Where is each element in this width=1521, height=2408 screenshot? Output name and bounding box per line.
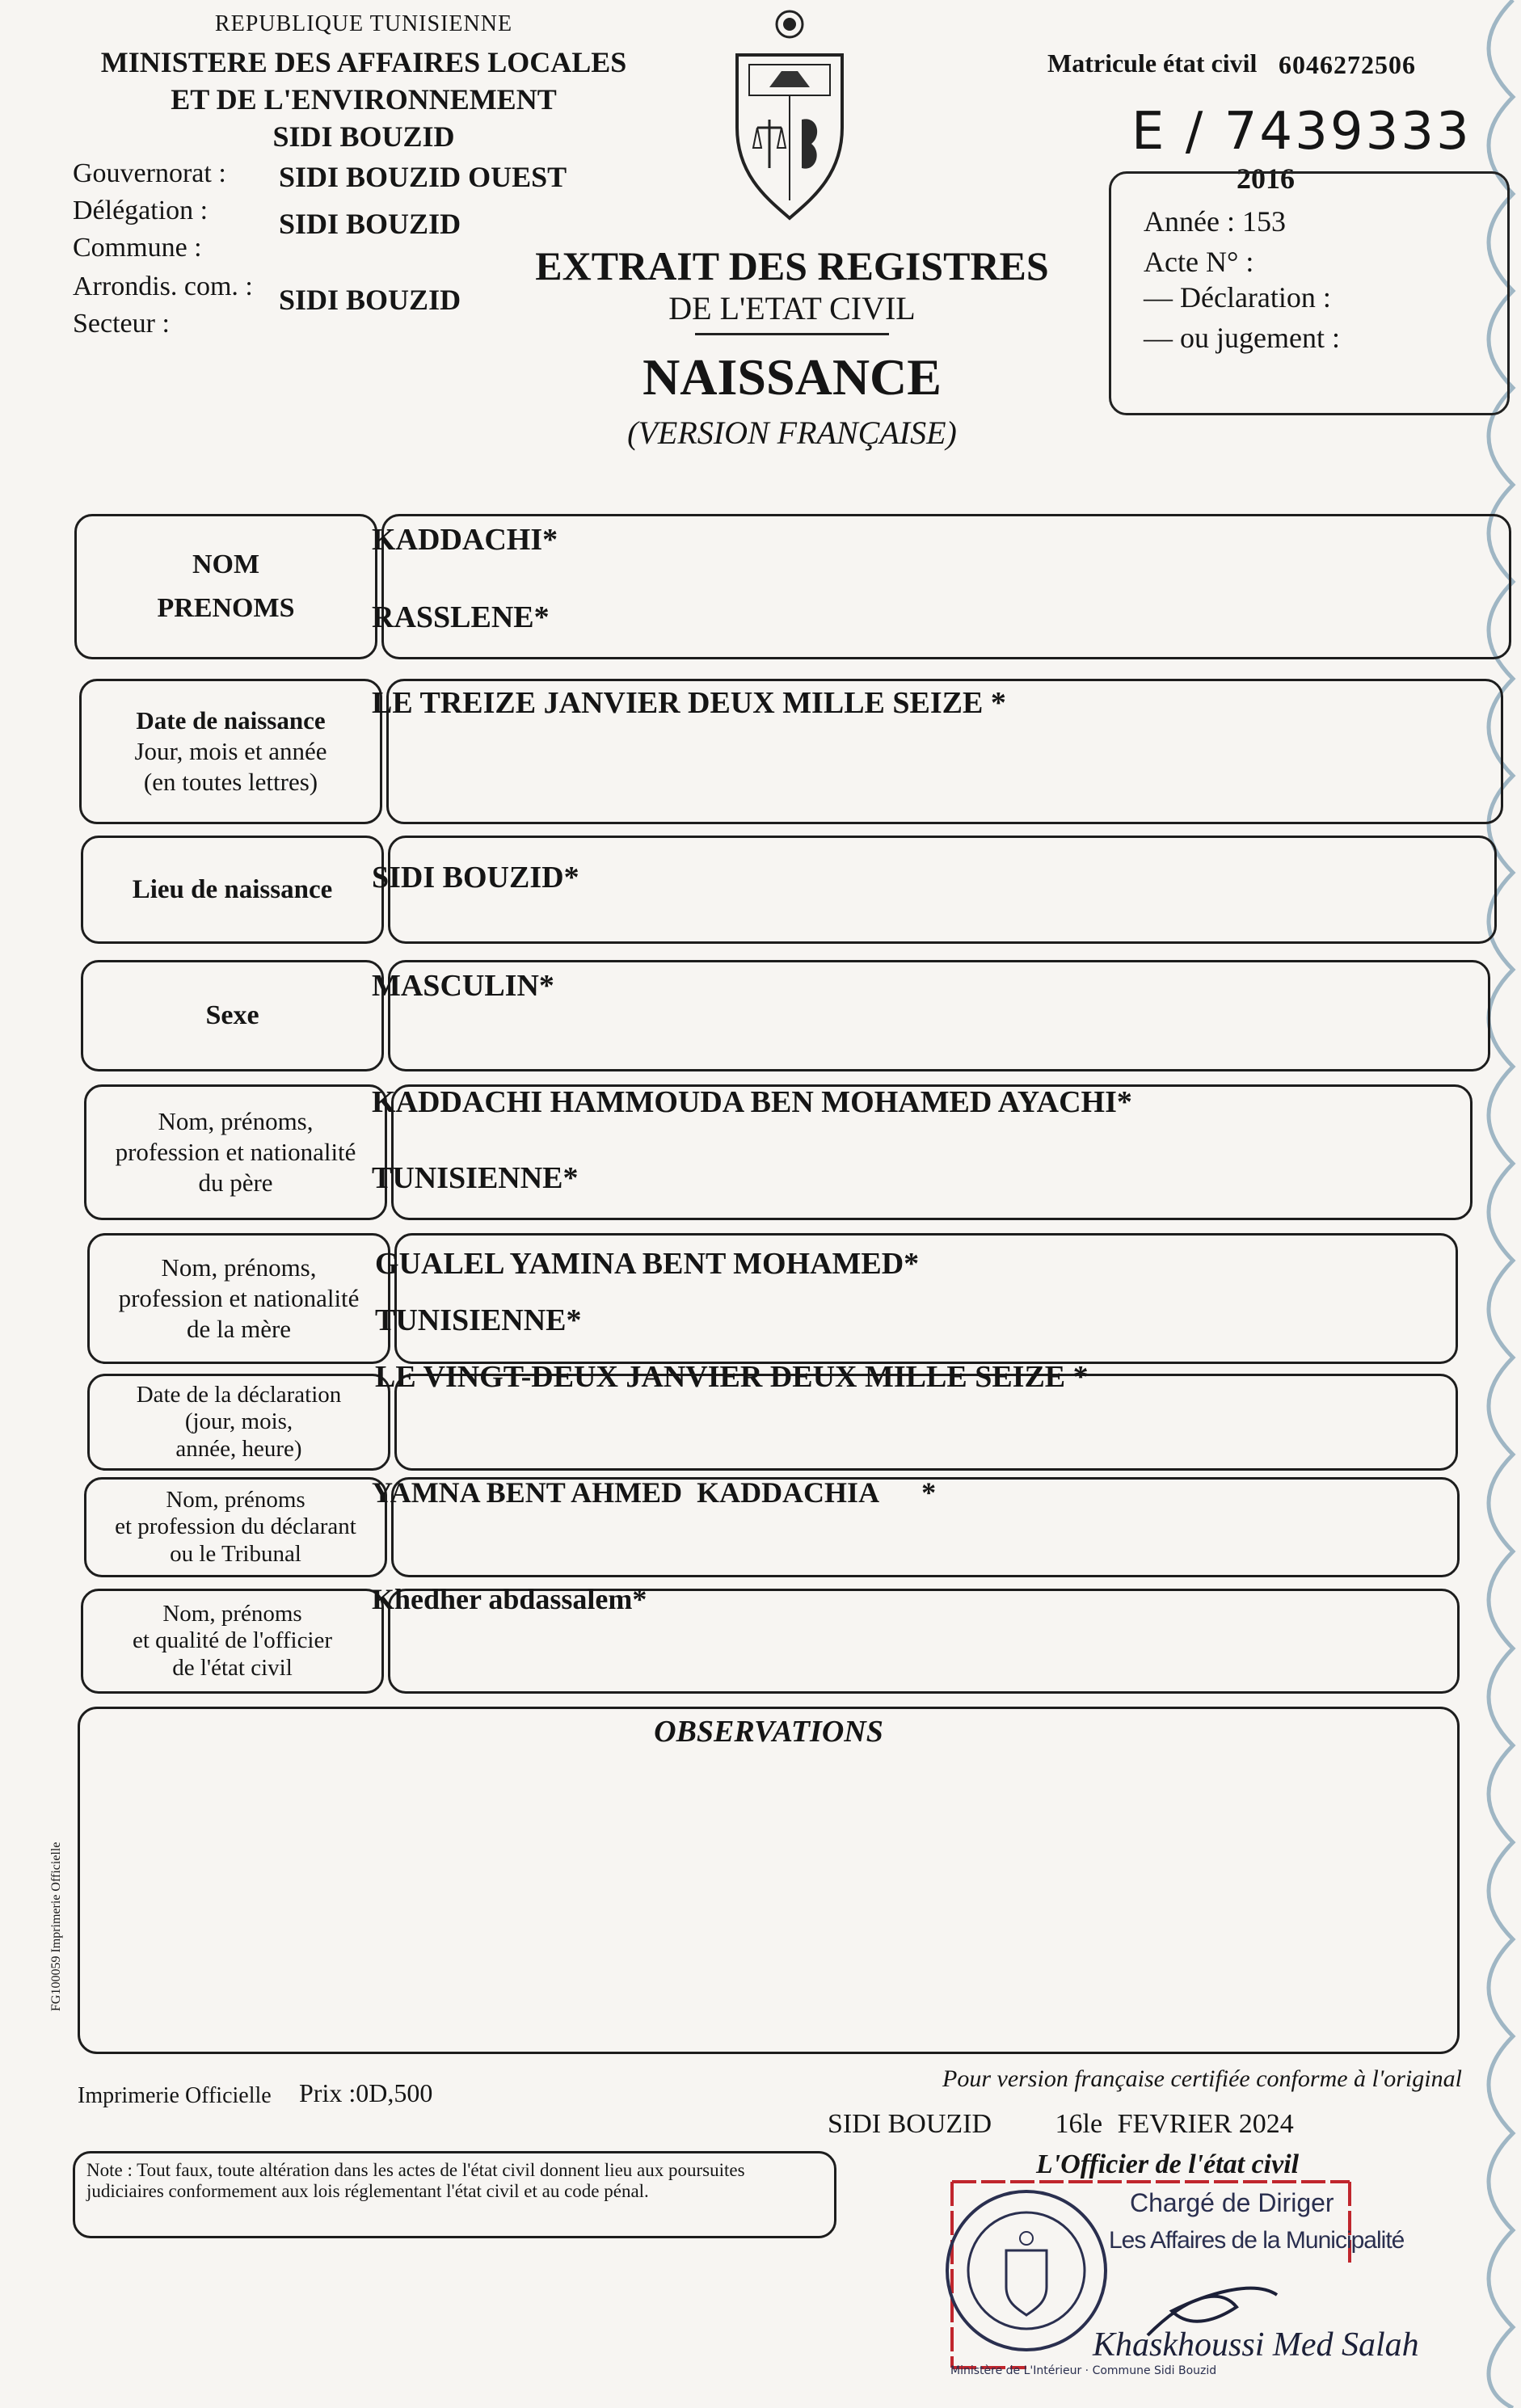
row-lieu-naissance xyxy=(81,836,1497,944)
date-naissance-label xyxy=(79,679,382,824)
imprimerie-label: Imprimerie Officielle xyxy=(78,2083,272,2108)
serial-number: E / 7439333 xyxy=(1131,102,1472,162)
officier-value: Khedher abdassalem* xyxy=(372,1583,647,1615)
row-officier xyxy=(81,1589,1460,1694)
annee-line: Année : 153 xyxy=(1144,205,1286,238)
lieu-naissance-value: SIDI BOUZID* xyxy=(372,861,579,895)
sexe-label: Sexe xyxy=(81,960,384,1071)
mere-label-1: Nom, prénoms, xyxy=(161,1253,317,1282)
delegation-value: SIDI BOUZID xyxy=(279,208,461,240)
matricule-label: Matricule état civil xyxy=(1047,48,1258,78)
lieu-naissance-label: Lieu de naissance xyxy=(81,836,384,944)
prix-label: Prix :0D,500 xyxy=(299,2078,433,2107)
mere-label xyxy=(87,1233,390,1364)
coat-of-arms-emblem xyxy=(721,6,858,225)
nom-prenoms-label xyxy=(74,514,377,659)
sexe-value: MASCULIN* xyxy=(372,969,554,1003)
arrondis-label: Arrondis. com. : xyxy=(73,272,253,301)
nom-label: NOM xyxy=(192,549,260,579)
pere-value-2: TUNISIENNE* xyxy=(372,1161,579,1195)
side-print-code: FG100059 Imprimerie Officielle xyxy=(49,1842,63,2011)
seal-text: Ministère de L'Intérieur · Commune Sidi Bouzid xyxy=(950,2364,1217,2377)
locality-heading: SIDI BOUZID xyxy=(272,120,455,153)
date-month-year: FEVRIER 2024 xyxy=(1117,2109,1294,2139)
date-naissance-value: LE TREIZE JANVIER DEUX MILLE SEIZE * xyxy=(372,686,1006,720)
pere-label-3: du père xyxy=(198,1168,273,1197)
stamp-signature-name: Khaskhoussi Med Salah xyxy=(1093,2326,1419,2364)
officier-label-1: Nom, prénoms xyxy=(162,1600,302,1627)
observations-label: OBSERVATIONS xyxy=(654,1715,883,1749)
declarant-label-2: et profession du déclarant xyxy=(115,1513,356,1540)
declarant-value: YAMNA BENT AHMED KADDACHIA * xyxy=(372,1476,937,1509)
secteur-label: Secteur : xyxy=(73,309,170,339)
date-declaration-label xyxy=(87,1374,390,1471)
mere-label-3: de la mère xyxy=(186,1314,292,1343)
prenoms-value: RASSLENE* xyxy=(372,600,550,634)
date-declaration-value: LE VINGT-DEUX JANVIER DEUX MILLE SEIZE * xyxy=(375,1360,1089,1394)
title-version: (VERSION FRANÇAISE) xyxy=(627,415,957,451)
mere-label-2: profession et nationalité xyxy=(118,1284,360,1313)
date-day: 16le xyxy=(1055,2109,1103,2139)
officier-label-2: et qualité de l'officier xyxy=(132,1627,333,1654)
title-naissance: NAISSANCE xyxy=(643,348,942,406)
row-sexe xyxy=(81,960,1490,1071)
title-underline xyxy=(695,333,889,335)
jugement-label: — ou jugement : xyxy=(1144,322,1340,354)
place-city: SIDI BOUZID xyxy=(828,2109,992,2139)
commune-label: Commune : xyxy=(73,233,202,263)
declarant-label-3: ou le Tribunal xyxy=(170,1540,301,1567)
registration-year: 2016 xyxy=(1237,162,1295,195)
ministere-heading-1: MINISTERE DES AFFAIRES LOCALES xyxy=(100,46,627,78)
matricule-value: 6046272506 xyxy=(1279,50,1416,79)
title-etat-civil: DE L'ETAT CIVIL xyxy=(668,290,916,326)
date-naissance-label-2: Jour, mois et année xyxy=(134,737,327,766)
arrondis-value: SIDI BOUZID xyxy=(279,284,461,316)
date-declaration-label-2: (jour, mois, xyxy=(184,1408,293,1435)
mere-value-2: TUNISIENNE* xyxy=(375,1303,582,1337)
observations-box xyxy=(78,1707,1460,2054)
certification-text: Pour version française certifiée conforme à l'original xyxy=(942,2065,1462,2092)
legal-note-text: Note : Tout faux, toute altération dans les actes de l'état civil donnent lieu aux poursuites judiciaires conformement aux lois réglementant l'état civil et au code pénal. xyxy=(86,2160,745,2202)
officier-label-3: de l'état civil xyxy=(172,1654,293,1681)
pere-value-1: KADDACHI HAMMOUDA BEN MOHAMED AYACHI* xyxy=(372,1085,1132,1119)
date-declaration-label-1: Date de la déclaration xyxy=(136,1381,342,1408)
title-extrait: EXTRAIT DES REGISTRES xyxy=(535,243,1049,288)
republique-heading: REPUBLIQUE TUNISIENNE xyxy=(214,11,513,36)
declaration-label: — Déclaration : xyxy=(1144,281,1331,314)
ministere-heading-2: ET DE L'ENVIRONNEMENT xyxy=(171,83,557,116)
mere-value-1: GUALEL YAMINA BENT MOHAMED* xyxy=(375,1247,920,1281)
stamp-line-1: Chargé de Diriger xyxy=(1130,2188,1334,2217)
declarant-label-1: Nom, prénoms xyxy=(166,1486,305,1513)
acte-label: Acte N° : xyxy=(1144,246,1254,278)
pere-label xyxy=(84,1084,387,1220)
gouvernorat-value: SIDI BOUZID OUEST xyxy=(279,161,567,193)
stamp-line-2: Les Affaires de la Municipalité xyxy=(1109,2227,1405,2254)
date-naissance-label-1: Date de naissance xyxy=(136,706,326,735)
nom-value: KADDACHI* xyxy=(372,523,558,557)
officier-title: L'Officier de l'état civil xyxy=(1036,2149,1300,2179)
declarant-label xyxy=(84,1477,387,1577)
date-naissance-label-3: (en toutes lettres) xyxy=(143,767,318,796)
legal-note-box xyxy=(73,2151,836,2238)
officier-label xyxy=(81,1589,384,1694)
gouvernorat-label: Gouvernorat : xyxy=(73,158,226,188)
place-date-line xyxy=(828,2109,1294,2140)
prenoms-label: PRENOMS xyxy=(157,593,295,623)
pere-label-2: profession et nationalité xyxy=(115,1138,356,1167)
pere-label-1: Nom, prénoms, xyxy=(158,1107,314,1136)
date-declaration-label-3: année, heure) xyxy=(175,1435,302,1462)
delegation-label: Délégation : xyxy=(73,196,209,225)
registration-box xyxy=(1109,171,1510,415)
row-nom-prenoms xyxy=(74,514,1511,659)
